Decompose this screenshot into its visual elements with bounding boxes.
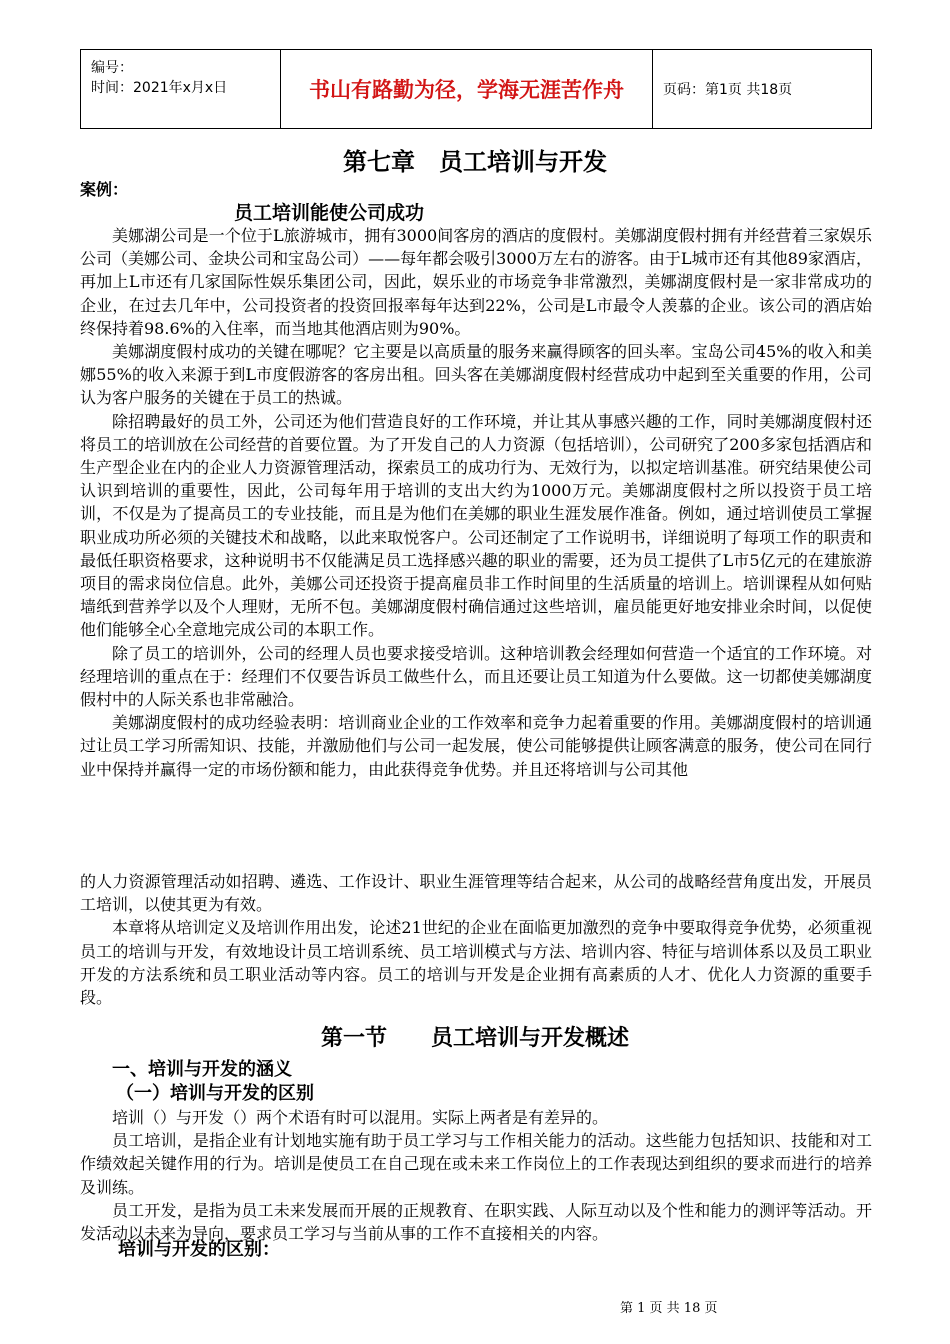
- paragraph: 本章将从培训定义及培训作用出发，论述21世纪的企业在面临更加激烈的竞争中要取得竞争优势，必须重视员工的培训与开发，有效地设计员工培训系统、员工培训模式与方法、培训内容、特征与培训体系以及员工职业开发的方法系统和员工职业活动等内容。员工的培训与开发是企业拥有高素质的人才、优化人力资源的重要手段。: [80, 918, 872, 1008]
- paragraph: 美娜湖度假村的成功经验表明：培训商业企业的工作效率和竞争力起着重要的作用。美娜湖度假村的培训通过让员工学习所需知识、技能，并激励他们与公司一起发展，使公司能够提供让顾客满意的服务，使公司在同行业中保持并赢得一定的市场份额和能力，由此获得竞争优势。并且还将培训与公司其他: [80, 713, 872, 779]
- section-body: [80, 1106, 872, 1245]
- page-info: 页码：第1页 共18页: [663, 82, 793, 98]
- number-label: 编号：: [91, 60, 133, 76]
- motto: 书山有路勤为径，学海无涯苦作舟: [281, 50, 653, 128]
- case-body: [80, 224, 872, 781]
- paragraph: 培训（）与开发（）两个术语有时可以混用。实际上两者是有差异的。: [112, 1108, 609, 1127]
- paragraph: 除了员工的培训外，公司的经理人员也要求接受培训。这种培训教会经理如何营造一个适宜的工作环境。对经理培训的重点在于：经理们不仅要告诉员工做些什么，而且还要让员工知道为什么要做。这一切都使美娜湖度假村中的人际关系也非常融洽。: [80, 643, 872, 710]
- case-title: 员工培训能使公司成功: [234, 202, 425, 224]
- intro-body: [80, 870, 872, 1009]
- paragraph: 的人力资源管理活动如招聘、遴选、工作设计、职业生涯管理等结合起来，从公司的战略经营角度出发，开展员工培训，以使其更为有效。: [80, 872, 872, 915]
- paragraph: 员工培训，是指企业有计划地实施有助于员工学习与工作相关能力的活动。这些能力包括知识、技能和对工作绩效起关键作用的行为。培训是使员工在自己现在或未来工作岗位上的工作表现达到组织的要求而进行的培养及训练。: [80, 1131, 872, 1197]
- header-meta-cell: [81, 50, 281, 128]
- header-table: [80, 49, 872, 129]
- paragraph: 美娜湖度假村成功的关键在哪呢？它主要是以高质量的服务来赢得顾客的回头率。宝岛公司45%的收入和美娜55%的收入来源于到L市度假游客的客房出租。回头客在美娜湖度假村经营成功中起到至关重要的作用，公司认为客户服务的关键在于员工的热诚。: [80, 342, 872, 408]
- paragraph: 员工开发，是指为员工未来发展而开展的正规教育、在职实践、人际互动以及个性和能力的测评等活动。开发活动以未来为导向，要求员工学习与当前从事的工作不直接相关的内容。: [80, 1200, 872, 1244]
- page-footer: 第 1 页 共 18 页: [620, 1301, 718, 1316]
- chapter-title: 第七章 员工培训与开发: [343, 148, 607, 176]
- heading-level-2: （一）培训与开发的区别: [116, 1083, 314, 1104]
- time-label: 时间：2021年x月x日: [91, 80, 228, 96]
- paragraph: 除招聘最好的员工外，公司还为他们营造良好的工作环境，并让其从事感兴趣的工作，同时美娜湖度假村还将员工的培训放在公司经营的首要位置。为了开发自己的人力资源（包括培训），公司研究了200多家包括酒店和生产型企业在内的企业人力资源管理活动，探索员工的成功行为、无效行为，以拟定培训基准。研究结果使公司认识到培训的重要性，因此，公司每年用于培训的支出大约为1000万元。美娜湖度假村之所以投资于员工培训，不仅是为了提高员工的专业技能，而且是为他们在美娜的职业生涯发展作准备。例如，通过培训使员工掌握职业成功所必须的关键技术和战略，以此来取悦客户。公司还制定了工作说明书，详细说明了每项工作的职责和最低任职资格要求，这种说明书不仅能满足员工选择感兴趣的职业的需要，还为员工提供了L市5亿元的在建旅游项目的需求岗位信息。此外，美娜公司还投资于提高雇员非工作时间里的生活质量的培训上。培训课程从如何贴墙纸到营养学以及个人理财，无所不包。美娜湖度假村确信通过这些培训，雇员能更好地安排业余时间，以促使他们能够全心全意地完成公司的本职工作。: [80, 411, 872, 640]
- paragraph: 美娜湖公司是一个位于L旅游城市，拥有3000间客房的酒店的度假村。美娜湖度假村拥有并经营着三家娱乐公司（美娜公司、金块公司和宝岛公司）——每年都会吸引3000万左右的游客。由于L城市还有其他89家酒店，再加上L市还有几家国际性娱乐集团公司，因此，娱乐业的市场竞争非常激烈，美娜湖度假村是一家非常成功的企业，在过去几年中，公司投资者的投资回报率每年达到22%，公司是L市最令人羡慕的企业。该公司的酒店始终保持着98.6%的入住率，而当地其他酒店则为90%。: [80, 226, 872, 338]
- heading-level-1: 一、培训与开发的涵义: [112, 1059, 292, 1080]
- section-title: 第一节 员工培训与开发概述: [320, 1026, 629, 1051]
- case-label: 案例：: [80, 180, 129, 199]
- heading-level-3: 培训与开发的区别：: [118, 1239, 280, 1260]
